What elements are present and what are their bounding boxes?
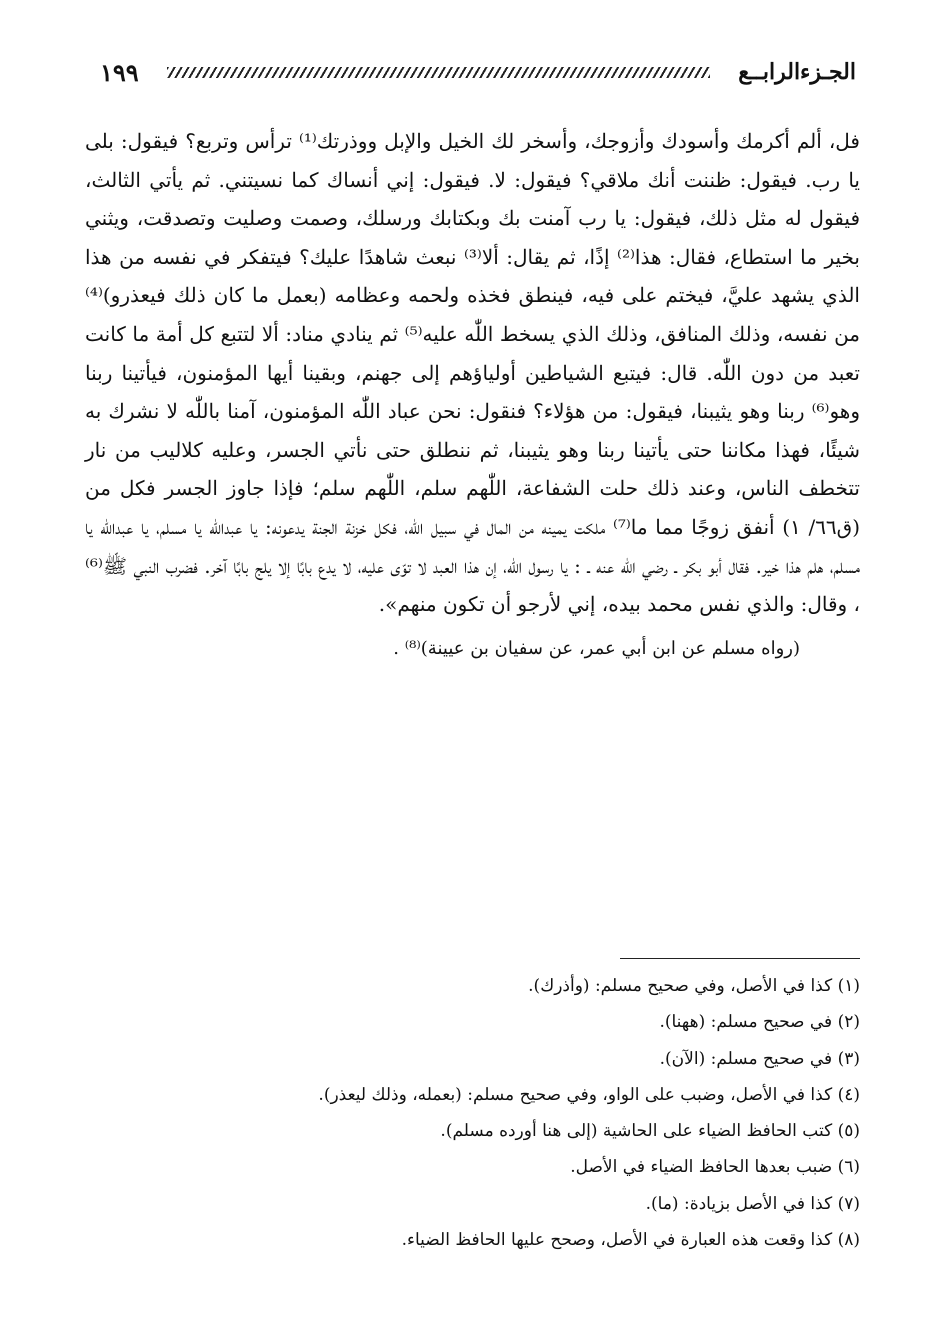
- main-text: [85, 122, 860, 668]
- main-paragraph: فل، ألم أكرمك وأسودك وأزوجك، وأسخر لك الخيل والإبل ووذرتك⁽¹⁾ ترأس وتربع؟ فيقول: بلى يا رب. فيقول: ظننت أنك ملاقي؟ فيقول: لا. فيقول: إني أنساك كما نسيتني. ثم يأتي الثالث، فيقول له مثل ذلك، فيقول: يا رب آمنت بك وبكتابك ورسلك، وصمت وصليت وتصدقت، ويثني بخير ما استطاع، فقال: هذا⁽²⁾ إذًا، ثم يقال: ألا⁽³⁾ نبعث شاهدًا عليك؟ فيتفكر في نفسه من هذا الذي يشهد عليَّ، فيختم على فيه، فينطق فخذه ولحمه وعظامه (بعمل ما كان ذلك فيعذرو)⁽⁴⁾ من نفسه، وذلك المنافق، وذلك الذي يسخط اللّٰه عليه⁽⁵⁾ ثم ينادي مناد: ألا لتتبع كل أمة ما كانت تعبد من دون اللّٰه. قال: فيتبع الشياطين أولياؤهم إلى جهنم، وبقينا أيها المؤمنون، فيأتينا ربنا وهو⁽⁶⁾ ربنا وهو يثيبنا، فيقول: من هؤلاء؟ فنقول: نحن عباد اللّٰه المؤمنون، آمنا باللّٰه لا نشرك به شيئًا، فهذا مكاننا حتى يأتينا ربنا وهو يثيبنا، ثم ننطلق حتى نأتي الجسر، وعليه كلاليب من نار تتخطف الناس، وعند ذلك حلت الشفاعة، اللّٰهم سلم، اللّٰهم سلم؛ فإذا جاوز الجسر فكل من (ق٦٦/ ١) أنفق زوجًا مما ما⁽⁷⁾ ملكت يمينه من المال في سبيل اللّٰه، فكل خزنة الجنة يدعونه: يا عبداللّٰه يا مسلم، يا عبداللّٰه يا مسلم، هلم هذا خير. فقال أبو بكر ـ رضي اللّٰه عنه ـ : يا رسول اللّٰه، إن هذا العبد لا توّى عليه، لا يدع بابًا إلا يلج بابًا آخر. فضرب النبي ﷺ⁽⁶⁾ ، وقال: والذي نفس محمد بيده، إني لأرجو أن تكون منهم».: [85, 129, 861, 617]
- footnotes-list: [85, 968, 860, 1258]
- page-number: ١٩٩: [100, 57, 139, 87]
- source-citation: (رواه مسلم عن ابن أبي عمر، عن سفيان بن عيينة)⁽⁸⁾ .: [393, 637, 800, 659]
- footnote: (٥) كتب الحافظ الضياء على الحاشية (إلى هنا أورده مسلم).: [440, 1121, 860, 1142]
- page-header: [100, 52, 856, 92]
- footnote: (١) كذا في الأصل، وفي صحيح مسلم: (وأذرك).: [528, 976, 860, 996]
- footnote-separator: [620, 958, 860, 959]
- footnote: (٤) كذا في الأصل، وضبب على الواو، وفي صحيح مسلم: (بعمله، وذلك ليعذر).: [318, 1084, 860, 1105]
- footnote: (٦) ضبب بعدها الحافظ الضياء في الأصل.: [570, 1157, 860, 1178]
- footnote: (٨) كذا وقعت هذه العبارة في الأصل، وصحح عليها الحافظ الضياء.: [401, 1230, 860, 1251]
- running-title: الجـزءالرابــع: [738, 59, 856, 85]
- header-rule: [167, 67, 711, 78]
- footnote: (٢) في صحيح مسلم: (ههنا).: [659, 1012, 860, 1033]
- footnote: (٣) في صحيح مسلم: (الآن).: [659, 1048, 860, 1069]
- footnote: (٧) كذا في الأصل بزيادة: (ما).: [645, 1193, 860, 1214]
